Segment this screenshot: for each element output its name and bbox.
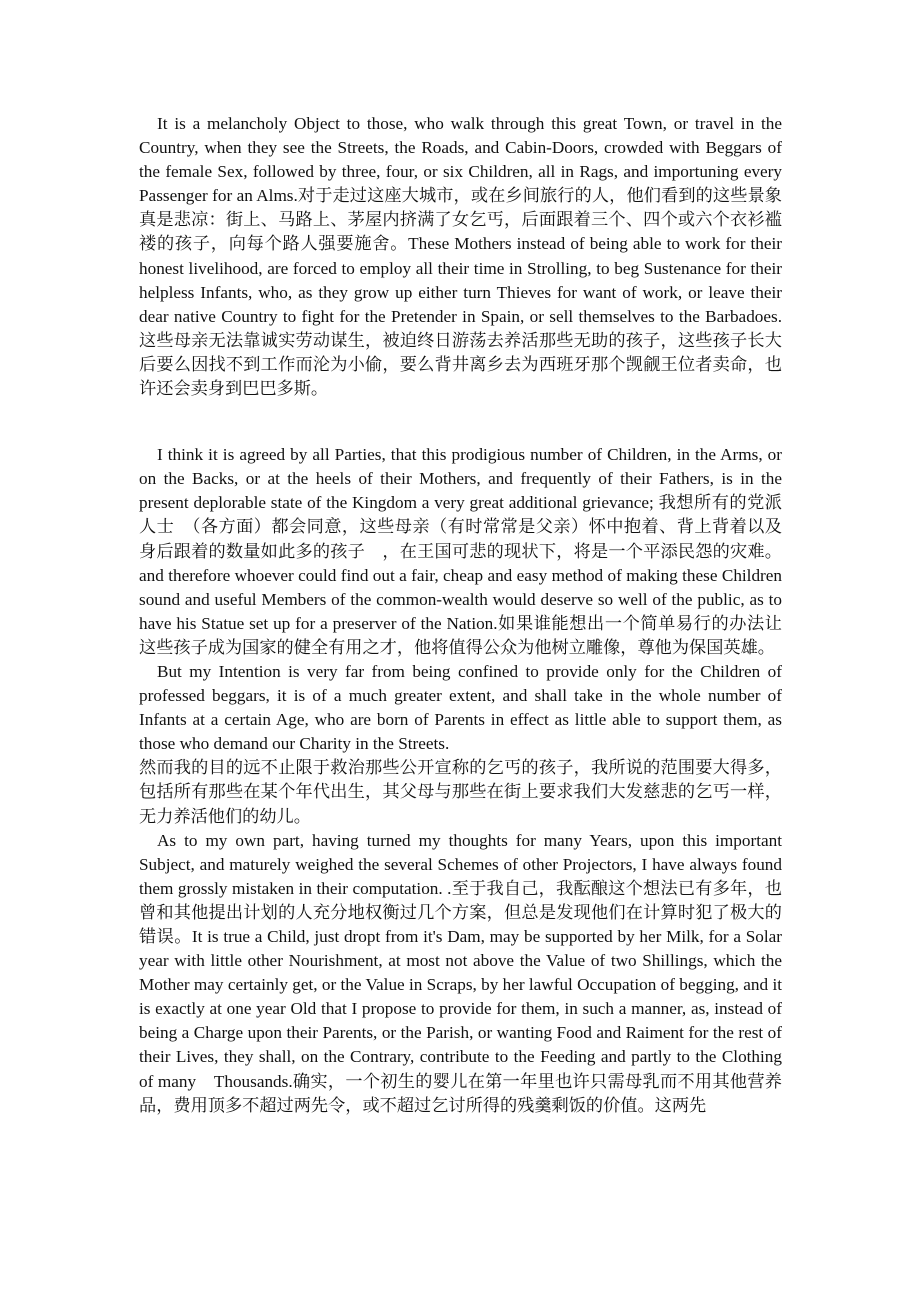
paragraph-1-chinese-a: 对于走过这座大城市，或在乡间旅行的人，他们看到的这些景象真是悲凉：街上、马路上、茅屋内挤满了女乞丐，后面跟着三个、四个或六个衣衫褴褛的孩子，向每个路人强要施舍。 (139, 186, 782, 254)
paragraph-2-english-a: I think it is agreed by all Parties, that this prodigious number of Children, in the Arms, or on the Backs, or at the heels of their Mothers, and frequently of their Fathers, is in the present deplorable state of the Kingdom a very great additional grievance; (139, 445, 782, 513)
paragraph-1-chinese-b: 这些母亲无法靠诚实劳动谋生，被迫终日游荡去养活那些无助的孩子，这些孩子长大后要么因找不到工作而沦为小偷，要么背井离乡去为西班牙那个觊觎王位者卖命，也许还会卖身到巴巴多斯。 (139, 330, 782, 399)
document-page (139, 112, 800, 1118)
paragraph-3 (139, 660, 782, 756)
paragraph-3-translation (139, 756, 782, 828)
paragraph-2 (139, 443, 800, 660)
paragraph-spacer (139, 425, 782, 443)
paragraph-3-chinese: 然而我的目的远不止限于救治那些公开宣称的乞丐的孩子，我所说的范围要大得多，包括所有那些在某个年代出生，其父母与那些在街上要求我们大发慈悲的乞丐一样，无力养活他们的幼儿。 (139, 758, 782, 826)
paragraph-1 (139, 112, 782, 401)
paragraph-spacer (139, 401, 782, 425)
paragraph-2-english-b: and therefore whoever could find out a fair, cheap and easy method of making these Children sound and useful Members of the common-wealth would deserve so well of the public, as to have his Statue set up for a preserver of the Nation. (139, 565, 782, 633)
paragraph-4-english-a: As to my own part, having turned my thoughts for many Years, upon this important Subject, and maturely weighed the several Schemes of other Projectors, I have always found them grossly mistaken in their computation. . (139, 830, 782, 898)
paragraph-2-chinese-a: 我想所有的党派 人士 （各方面）都会同意，这些母亲（有时常常是父亲）怀中抱着、背上背着以及身后跟着的数量如此多的孩子 ，在王国可悲的现状下，将是一个平添民怨的灾难。 (139, 493, 800, 561)
paragraph-4-chinese-b: 确实，一个初生的婴儿在第一年里也许只需母乳而不用其他营养品，费用顶多不超过两先令，或不超过乞讨所得的残羹剩饭的价值。这两先 (139, 1071, 782, 1115)
paragraph-3-english: But my Intention is very far from being confined to provide only for the Children of professed beggars, it is of a much greater extent, and shall take in the whole number of Infants at a certain Age, who are born of Parents in effect as little able to support them, as those who demand our Charity in the Streets. (139, 661, 782, 754)
paragraph-4-english-b: It is true a Child, just dropt from it's Dam, may be supported by her Milk, for a Solar year with little other Nourishment, at most not above the Value of two Shillings, which the Mother may certainly get, or the Value in Scraps, by her lawful Occupation of begging, and it is exactly at one year Old that I propose to provide for them, in such a manner, as, instead of being a Charge upon their Parents, or the Parish, or wanting Food and Raiment for the rest of their Lives, they shall, on the Contrary, contribute to the Feeding and partly to the Clothing of many Thousands. (139, 927, 782, 1091)
paragraph-1-english-b: These Mothers instead of being able to work for their honest livelihood, are forced to employ all their time in Strolling, to beg Sustenance for their helpless Infants, who, as they grow up either turn Thieves for want of work, or leave their dear native Country to fight for the Pretender in Spain, or sell themselves to the Barbadoes. (139, 234, 782, 326)
paragraph-2-chinese-b: 如果谁能想出一个简单易行的办法让这些孩子成为国家的健全有用之才，他将值得公众为他树立雕像，尊他为保国英雄。 (139, 613, 782, 657)
paragraph-4-chinese-a: 至于我自己，我酝酿这个想法已有多年，也曾和其他提出计划的人充分地权衡过几个方案，但总是发现他们在计算时犯了极大的错误。 (139, 878, 782, 946)
paragraph-1-english-a: It is a melancholy Object to those, who walk through this great Town, or travel in the Country, when they see the Streets, the Roads, and Cabin-Doors, crowded with Beggars of the female Sex, followed by three, four, or six Children, all in Rags, and importuning every Passenger for an Alms. (139, 114, 782, 206)
paragraph-4 (139, 829, 782, 1118)
